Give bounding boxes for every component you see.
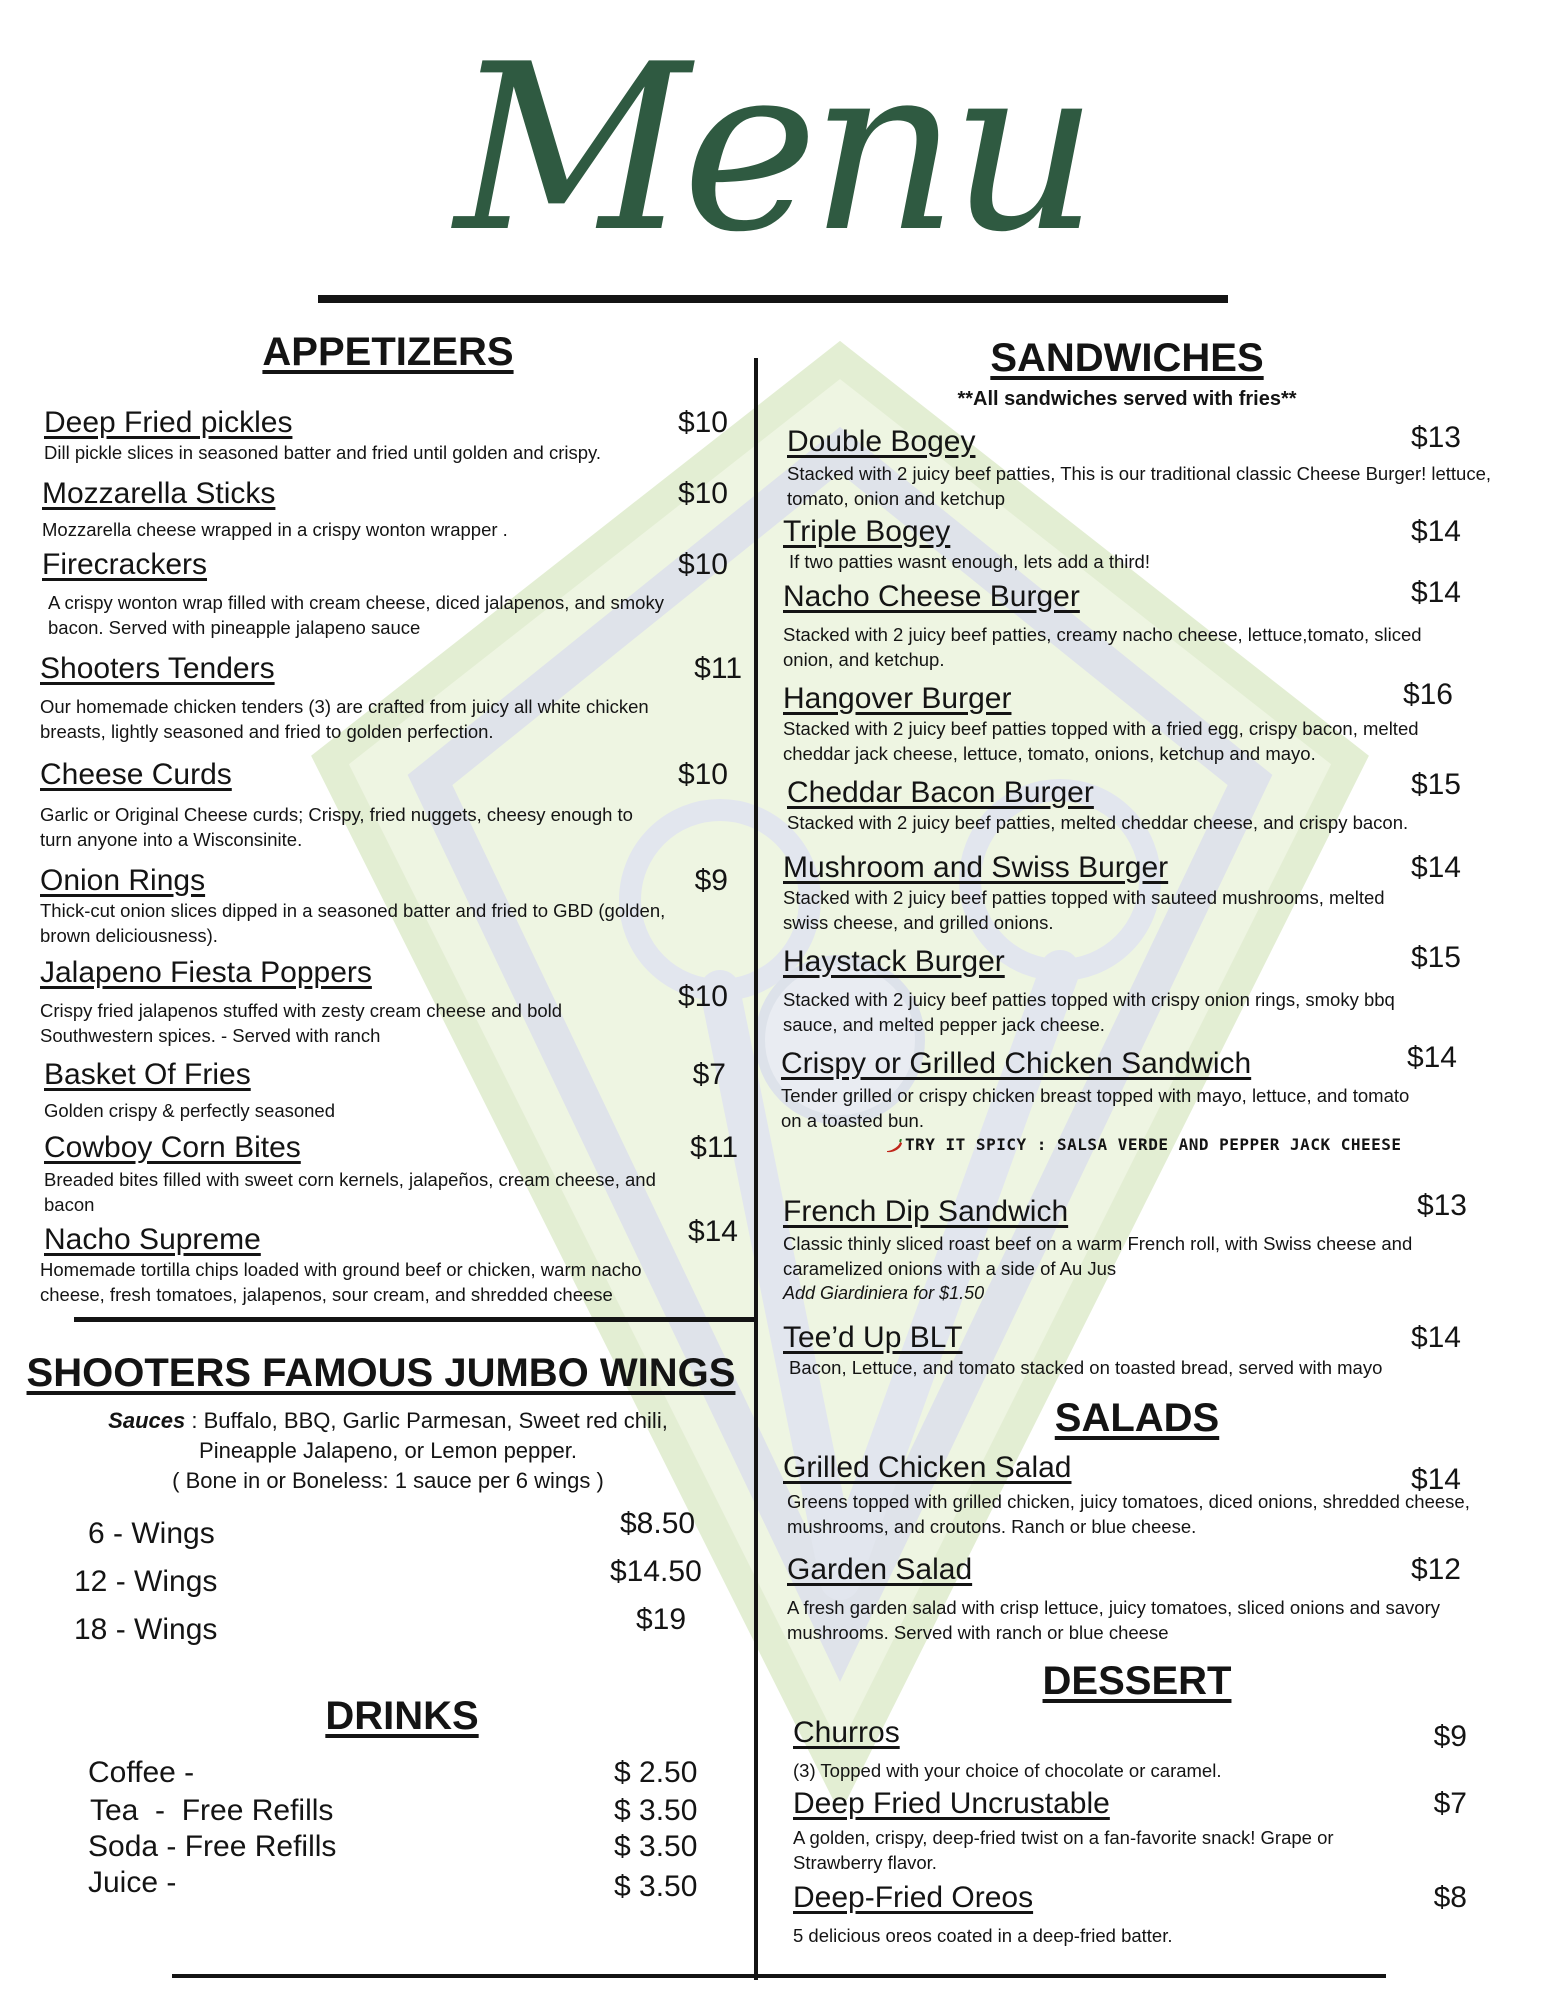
- menu-item: [777, 1881, 1517, 1948]
- menu-item: [777, 941, 1517, 1037]
- menu-item: [28, 864, 748, 948]
- item-description: Mozzarella cheese wrapped in a crispy wonton wrapper .: [42, 519, 508, 540]
- item-name: Haystack Burger: [783, 945, 1005, 978]
- item-description: Breaded bites filled with sweet corn kernels, jalapeños, cream cheese, and bacon: [44, 1169, 656, 1215]
- drink-item: [28, 1791, 748, 1827]
- menu-item: [28, 758, 748, 852]
- menu-item: [28, 477, 748, 542]
- item-price: $12: [1410, 1553, 1461, 1586]
- drink-price: $ 3.50: [614, 1794, 698, 1827]
- item-name: Deep-Fried Oreos: [793, 1881, 1034, 1914]
- item-description: Tender grilled or crispy chicken breast topped with mayo, lettuce, and tomato on a toasted bun.: [781, 1085, 1410, 1131]
- item-name: Cheddar Bacon Burger: [787, 776, 1094, 809]
- sauces-label: Sauces: [108, 1408, 186, 1433]
- drink-price: $ 3.50: [614, 1870, 698, 1903]
- item-price: $8: [1433, 1881, 1467, 1914]
- item-description: Thick-cut onion slices dipped in a seasoned batter and fried to GBD (golden, brown deliciousness).: [40, 900, 666, 946]
- drink-item: [28, 1863, 748, 1903]
- right-column: [777, 330, 1517, 1948]
- salads-heading: SALADS: [1054, 1396, 1220, 1440]
- menu-item: [777, 678, 1517, 766]
- item-price: $13: [1410, 421, 1461, 454]
- menu-item: [28, 1215, 748, 1307]
- column-divider: [754, 358, 758, 1980]
- item-description: Bacon, Lettuce, and tomato stacked on toasted bread, served with mayo: [789, 1357, 1383, 1378]
- menu-item: [777, 851, 1517, 935]
- item-description: Our homemade chicken tenders (3) are crafted from juicy all white chicken breasts, lightly seasoned and fried to golden perfection.: [40, 696, 649, 742]
- item-name: Firecrackers: [42, 548, 208, 581]
- item-name: Double Bogey: [787, 425, 976, 458]
- item-name: Deep Fried pickles: [44, 406, 293, 439]
- item-description: Crispy fried jalapenos stuffed with zesty cream cheese and bold Southwestern spices. - Served with ranch: [40, 1000, 563, 1046]
- wings-price: $8.50: [620, 1507, 696, 1540]
- item-name: Triple Bogey: [783, 515, 951, 548]
- menu-item: [28, 956, 748, 1048]
- menu-item: [28, 548, 748, 640]
- item-addon: Add Giardiniera for $1.50: [783, 1283, 985, 1303]
- drink-name: Soda - Free Refills: [88, 1830, 337, 1863]
- item-name: Mushroom and Swiss Burger: [783, 851, 1169, 884]
- item-description: Greens topped with grilled chicken, juicy tomatoes, diced onions, shredded cheese, mushrooms, and croutons. Ranch or blue cheese.: [787, 1491, 1470, 1537]
- wings-price: $19: [636, 1603, 687, 1636]
- item-name: Churros: [793, 1716, 900, 1749]
- item-price: $10: [677, 548, 728, 581]
- item-description: Stacked with 2 juicy beef patties topped with a fried egg, crispy bacon, melted cheddar jack cheese, lettuce, tomato, onions, ketchup and mayo.: [783, 718, 1419, 764]
- sauces-list-continued: Pineapple Jalapeno, or Lemon pepper.: [199, 1438, 577, 1463]
- item-description: A golden, crispy, deep-fried twist on a fan-favorite snack! Grape or Strawberry flavor.: [793, 1827, 1334, 1873]
- item-description: Golden crispy & perfectly seasoned: [44, 1100, 336, 1121]
- item-price: $7: [1433, 1787, 1467, 1820]
- item-price: $11: [694, 652, 742, 685]
- menu-item: [777, 1041, 1517, 1157]
- item-description: Dill pickle slices in seasoned batter and fried until golden and crispy.: [44, 442, 602, 463]
- menu-item: [777, 421, 1517, 511]
- item-name: French Dip Sandwich: [783, 1195, 1069, 1228]
- sandwiches-note: **All sandwiches served with fries**: [957, 388, 1297, 410]
- menu-item: [777, 576, 1517, 672]
- item-name: Shooters Tenders: [40, 652, 275, 685]
- item-name: Nacho Supreme: [44, 1223, 261, 1256]
- item-name: Tee’d Up BLT: [783, 1321, 963, 1354]
- wings-count: 6 - Wings: [88, 1517, 215, 1550]
- item-price: $7: [692, 1058, 726, 1091]
- item-price: $9: [1433, 1720, 1467, 1753]
- wings-count: 12 - Wings: [74, 1565, 218, 1598]
- appetizers-heading: APPETIZERS: [262, 330, 514, 374]
- wings-sauces: [28, 1406, 748, 1436]
- item-price: $14: [1410, 1321, 1461, 1354]
- item-price: $14: [1410, 1463, 1461, 1496]
- item-name: Nacho Cheese Burger: [783, 580, 1080, 613]
- item-price: $10: [677, 980, 728, 1013]
- item-name: Onion Rings: [40, 864, 206, 897]
- item-price: $15: [1410, 941, 1461, 974]
- item-price: $14: [1410, 576, 1461, 609]
- drinks-heading: DRINKS: [325, 1694, 479, 1738]
- spicy-tip-text: TRY IT SPICY : SALSA VERDE AND PEPPER JACK CHEESE: [905, 1135, 1402, 1154]
- item-name: Deep Fried Uncrustable: [793, 1787, 1110, 1820]
- item-description: Stacked with 2 juicy beef patties topped with crispy onion rings, smoky bbq sauce, and melted pepper jack cheese.: [783, 989, 1395, 1035]
- drink-price: $ 2.50: [614, 1756, 698, 1789]
- wings-heading: SHOOTERS FAMOUS JUMBO WINGS: [26, 1351, 736, 1395]
- drink-name: Coffee -: [88, 1756, 195, 1789]
- item-name: Mozzarella Sticks: [42, 477, 276, 510]
- left-column: [26, 330, 748, 1903]
- drink-item: [28, 1753, 748, 1791]
- item-name: Basket Of Fries: [44, 1058, 251, 1091]
- item-description: Garlic or Original Cheese curds; Crispy, fried nuggets, cheesy enough to turn anyone into a Wisconsinite.: [40, 804, 633, 850]
- menu-item: [777, 1553, 1517, 1645]
- menu-item: [777, 1189, 1517, 1305]
- menu-item: [777, 768, 1517, 835]
- item-description: A crispy wonton wrap filled with cream cheese, diced jalapenos, and smoky bacon. Served with pineapple jalapeno sauce: [48, 592, 664, 638]
- item-price: $14: [687, 1215, 738, 1248]
- wings-option: [28, 1603, 748, 1658]
- item-price: $15: [1410, 768, 1461, 801]
- item-description: 5 delicious oreos coated in a deep-fried batter.: [793, 1925, 1173, 1946]
- bottom-rule: [172, 1974, 1386, 1978]
- menu-item: [28, 406, 748, 465]
- item-price: $14: [1406, 1041, 1457, 1074]
- item-description: Classic thinly sliced roast beef on a warm French roll, with Swiss cheese and caramelized onions with a side of Au Jus: [783, 1233, 1413, 1279]
- drink-name: Tea - Free Refills: [90, 1794, 334, 1827]
- menu-title: Menu: [454, 16, 1091, 283]
- item-description: Stacked with 2 juicy beef patties, This is our traditional classic Cheese Burger! lettuce, tomato, onion and ketchup: [787, 463, 1492, 509]
- item-price: $10: [677, 477, 728, 510]
- wings-count: 18 - Wings: [74, 1613, 218, 1646]
- item-name: Garden Salad: [787, 1553, 973, 1586]
- item-description: Stacked with 2 juicy beef patties, melted cheddar cheese, and crispy bacon.: [787, 812, 1409, 833]
- item-name: Cowboy Corn Bites: [44, 1131, 301, 1164]
- drink-item: [28, 1827, 748, 1863]
- item-price: $10: [677, 406, 728, 439]
- dessert-heading: DESSERT: [1042, 1659, 1232, 1703]
- item-description: Stacked with 2 juicy beef patties topped with sauteed mushrooms, melted swiss cheese, and grilled onions.: [783, 887, 1385, 933]
- drink-name: Juice -: [88, 1866, 177, 1899]
- menu-item: [777, 515, 1517, 574]
- item-name: Cheese Curds: [40, 758, 232, 791]
- item-name: Grilled Chicken Salad: [783, 1451, 1072, 1484]
- item-description: Stacked with 2 juicy beef patties, creamy nacho cheese, lettuce,tomato, sliced onion, and ketchup.: [783, 624, 1422, 670]
- spicy-tip: [781, 1133, 1427, 1157]
- menu-item: [777, 1451, 1517, 1539]
- menu-item: [28, 1131, 748, 1217]
- menu-item: [28, 652, 748, 744]
- drink-price: $ 3.50: [614, 1830, 698, 1863]
- item-price: $16: [1402, 678, 1453, 711]
- item-name: Jalapeno Fiesta Poppers: [40, 956, 372, 989]
- item-price: $14: [1410, 851, 1461, 884]
- item-price: $14: [1410, 515, 1461, 548]
- item-price: $11: [690, 1131, 738, 1164]
- sandwiches-heading: SANDWICHES: [990, 336, 1264, 380]
- item-name: Crispy or Grilled Chicken Sandwich: [781, 1047, 1252, 1080]
- item-name: Hangover Burger: [783, 682, 1012, 715]
- sauces-list: : Buffalo, BBQ, Garlic Parmesan, Sweet red chili,: [191, 1408, 668, 1433]
- menu-item: [28, 1058, 748, 1123]
- chili-pepper-icon: [885, 1139, 903, 1153]
- menu-item: [777, 1787, 1517, 1875]
- item-price: $9: [694, 864, 728, 897]
- wings-note: ( Bone in or Boneless: 1 sauce per 6 wings ): [172, 1468, 604, 1493]
- item-description: If two patties wasnt enough, lets add a third!: [789, 551, 1150, 572]
- item-price: $10: [677, 758, 728, 791]
- menu-item: [777, 1321, 1517, 1380]
- item-description: A fresh garden salad with crisp lettuce, juicy tomatoes, sliced onions and savory mushrooms. Served with ranch or blue cheese: [787, 1597, 1440, 1643]
- item-price: $13: [1416, 1189, 1467, 1222]
- wings-price: $14.50: [610, 1555, 702, 1588]
- menu-item: [777, 1716, 1517, 1783]
- title-rule: [318, 295, 1228, 303]
- item-description: (3) Topped with your choice of chocolate or caramel.: [793, 1760, 1222, 1781]
- item-description: Homemade tortilla chips loaded with ground beef or chicken, warm nacho cheese, fresh tomatoes, jalapenos, sour cream, and shredded cheese: [40, 1259, 642, 1305]
